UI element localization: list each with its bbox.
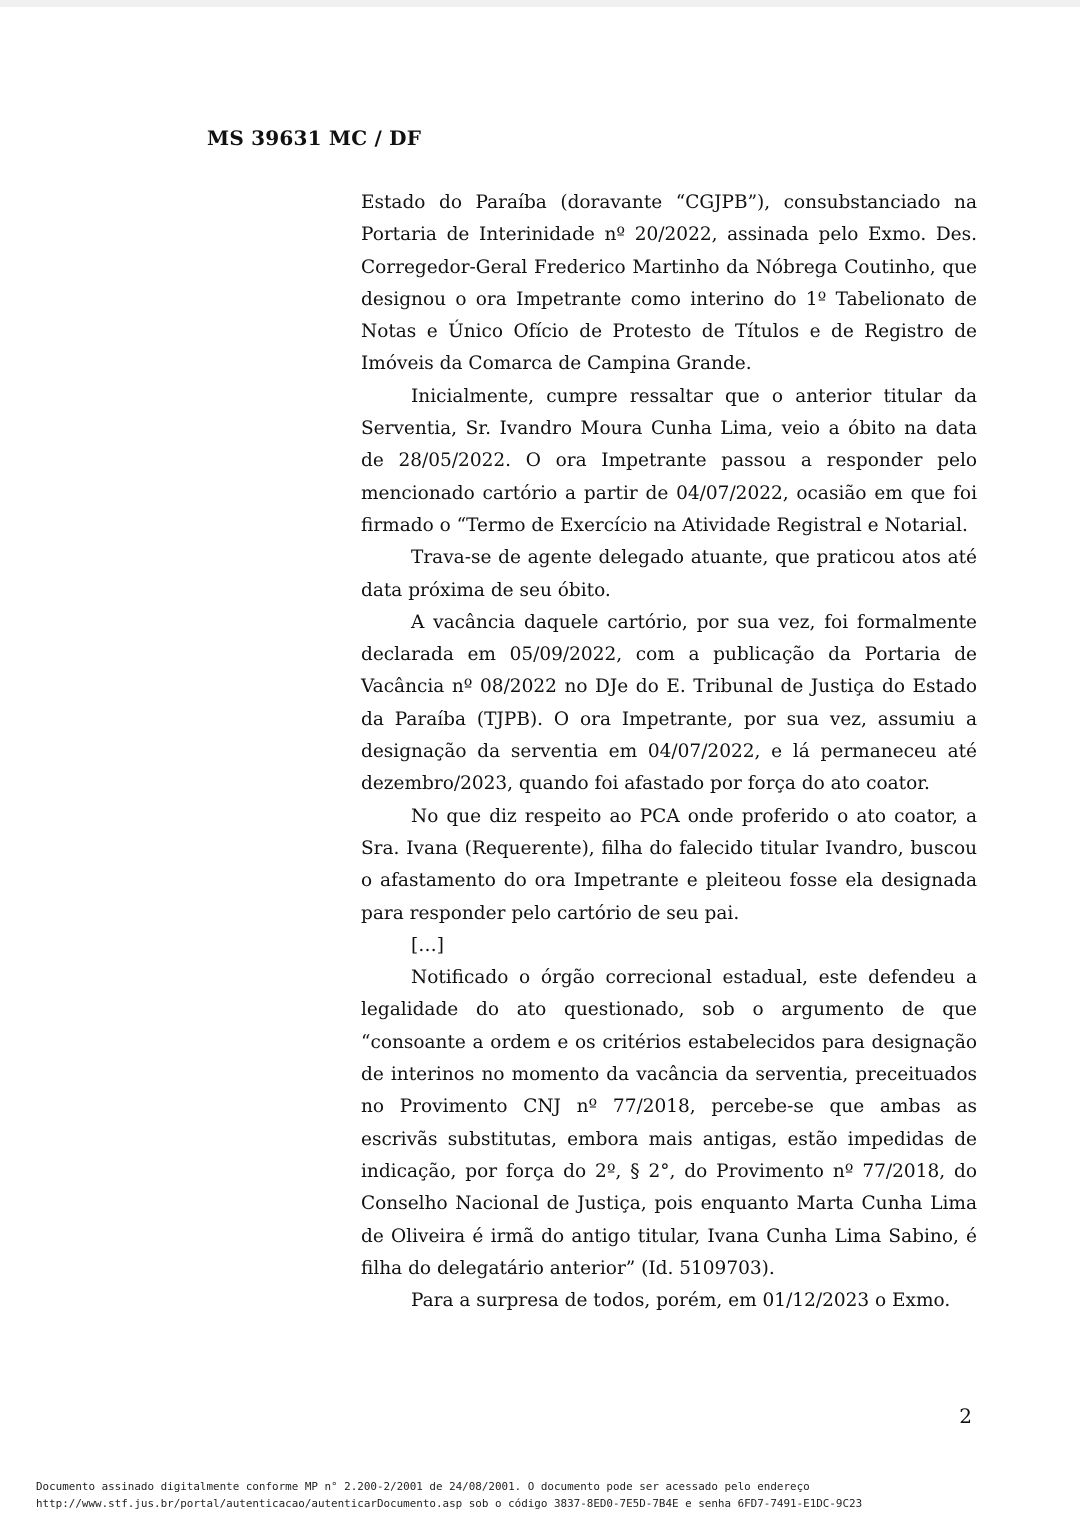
case-number-header: MS 39631 MC / DF [207, 126, 422, 150]
footer-line: Documento assinado digitalmente conforme MP n° 2.200-2/2001 de 24/08/2001. O documento pode ser acessado pelo endereço [36, 1480, 810, 1493]
paragraph: No que diz respeito ao PCA onde proferido o ato coator, a Sra. Ivana (Requerente), filha do falecido titular Ivandro, buscou o afastamento do ora Impetrante e pleiteou fosse ela designada para responder pelo cartório de seu pai. [361, 805, 977, 924]
paragraph: Estado do Paraíba (doravante “CGJPB”), consubstanciado na Portaria de Interinidade nº 20/2022, assinada pelo Exmo. Des. Corregedor-Geral Frederico Martinho da Nóbrega Coutinho, que designou o ora Impetrante como interino do 1º Tabelionato de Notas e Único Ofício de Protesto de Títulos e de Registro de Imóveis da Comarca de Campina Grande. [361, 192, 977, 375]
paragraph: Inicialmente, cumpre ressaltar que o anterior titular da Serventia, Sr. Ivandro Moura Cunha Lima, veio a óbito na data de 28/05/2022. O ora Impetrante passou a responder pelo mencionado cartório a partir de 04/07/2022, ocasião em que foi firmado o “Termo de Exercício na Atividade Registral e Notarial. [361, 385, 977, 536]
paragraph: Trava-se de agente delegado atuante, que praticou atos até data próxima de seu óbito. [361, 547, 977, 601]
paragraph: A vacância daquele cartório, por sua vez, foi formalmente declarada em 05/09/2022, com a publicação da Portaria de Vacância nº 08/2022 no DJe do E. Tribunal de Justiça do Estado da Paraíba (TJPB). O ora Impetrante, por sua vez, assumiu a designação da serventia em 04/07/2022, e lá permaneceu até dezembro/2023, quando foi afastado por força do ato coator. [361, 611, 977, 795]
paragraph: Para a surpresa de todos, porém, em 01/12/2023 o Exmo. [411, 1290, 951, 1312]
top-band [0, 0, 1080, 7]
signature-footer [36, 1478, 862, 1512]
page-number: 2 [959, 1404, 972, 1428]
footer-line: http://www.stf.jus.br/portal/autenticacao/autenticarDocumento.asp sob o código 3837-8ED0-7E5D-7B4E e senha 6FD7-7491-E1DC-9C23 [36, 1497, 863, 1510]
paragraph: […] [411, 934, 444, 956]
document-body [361, 187, 977, 1317]
paragraph: Notificado o órgão correcional estadual, este defendeu a legalidade do ato questionado, sob o argumento de que “consoante a ordem e os critérios estabelecidos para designação de interinos no momento da vacância da serventia, preceituados no Provimento CNJ nº 77/2018, percebe-se que ambas as escrivãs substitutas, embora mais antigas, estão impedidas de indicação, por força do 2º, § 2°, do Provimento nº 77/2018, do Conselho Nacional de Justiça, pois enquanto Marta Cunha Lima de Oliveira é irmã do antigo titular, Ivana Cunha Lima Sabino, é filha do delegatário anterior” (Id. 5109703). [361, 967, 977, 1279]
